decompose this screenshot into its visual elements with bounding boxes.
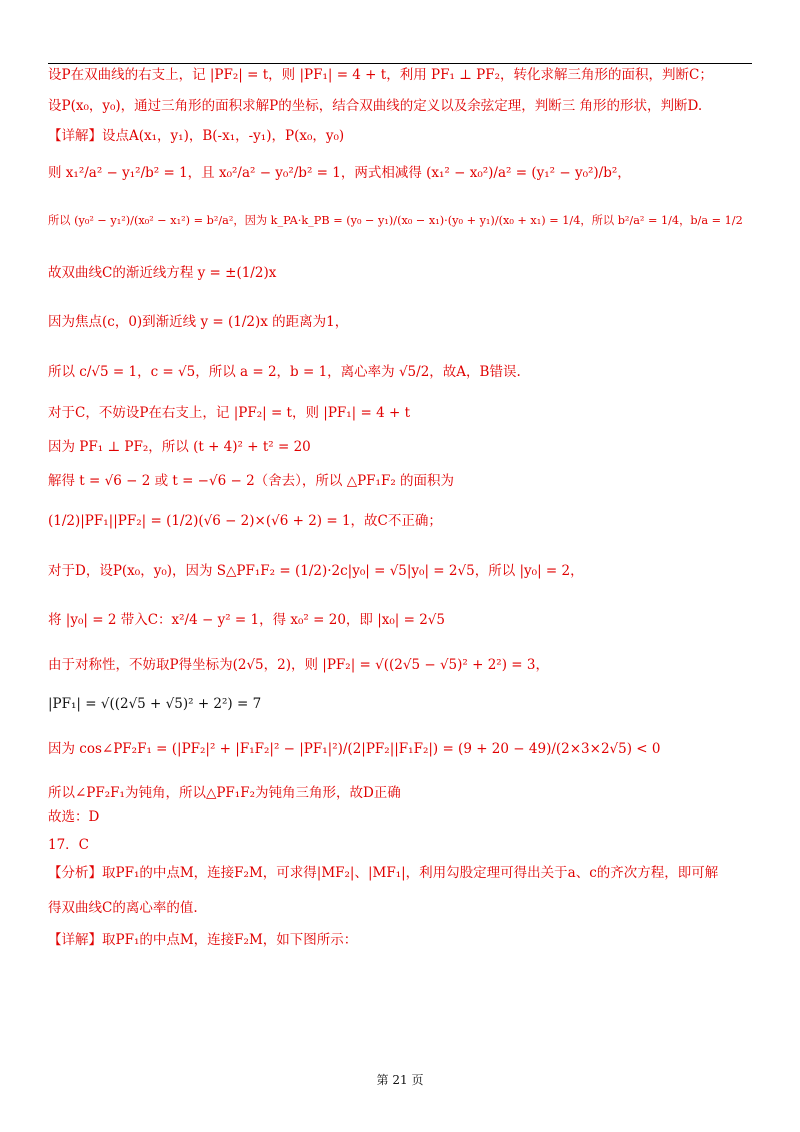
text-line: 故双曲线C的渐近线方程 y = ±(1/2)x xyxy=(48,265,277,281)
text-line: 因为 cos∠PF₂F₁ = (|PF₂|² + |F₁F₂|² − |PF₁|²)/(2|PF₂||F₁F₂|) = (9 + 20 − 49)/(2×3×2√5) < 0 xyxy=(48,741,661,757)
text-line: 对于C，不妨设P在右支上，记 |PF₂| = t，则 |PF₁| = 4 + t xyxy=(48,405,411,421)
text-line: |PF₁| = √((2√5 + √5)² + 2²) = 7 xyxy=(48,696,262,712)
text-line: 设P(x₀，y₀)，通过三角形的面积求解P的坐标，结合双曲线的定义以及余弦定理，判断三 角形的形状，判断D. xyxy=(48,98,703,114)
text-line: 所以 (y₀² − y₁²)/(x₀² − x₁²) = b²/a²，因为 k_PA·k_PB = (y₀ − y₁)/(x₀ − x₁)·(y₀ + y₁)/(x₀ + x₁) = 1/4，所以 b²/a² = 1/4，b/a = 1/2 xyxy=(48,214,743,227)
text-line: 因为焦点(c，0)到渐近线 y = (1/2)x 的距离为1， xyxy=(48,314,349,330)
text-line: 对于D，设P(x₀，y₀)，因为 S△PF₁F₂ = (1/2)·2c|y₀| = √5|y₀| = 2√5，所以 |y₀| = 2， xyxy=(48,563,584,579)
header-rule xyxy=(48,63,752,64)
text-line: 【详解】取PF₁的中点M，连接F₂M，如下图所示： xyxy=(48,932,358,948)
text-line: 由于对称性，不妨取P得坐标为(2√5，2)，则 |PF₂| = √((2√5 − √5)² + 2²) = 3， xyxy=(48,657,549,673)
text-line: 故选：D xyxy=(48,809,100,825)
text-line: 所以 c/√5 = 1，c = √5，所以 a = 2，b = 1，离心率为 √5/2，故A，B错误. xyxy=(48,364,521,380)
text-line: 所以∠PF₂F₁为钝角，所以△PF₁F₂为钝角三角形，故D正确 xyxy=(48,785,401,801)
text-line: 解得 t = √6 − 2 或 t = −√6 − 2（舍去），所以 △PF₁F₂ 的面积为 xyxy=(48,473,455,489)
text-line: 17．C xyxy=(48,837,90,853)
text-line: 得双曲线C的离心率的值. xyxy=(48,900,198,916)
text-line: (1/2)|PF₁||PF₂| = (1/2)(√6 − 2)×(√6 + 2) = 1，故C不正确； xyxy=(48,513,442,529)
text-line: 将 |y₀| = 2 带入C：x²/4 − y² = 1，得 x₀² = 20，即 |x₀| = 2√5 xyxy=(48,612,445,628)
text-line: 因为 PF₁ ⊥ PF₂，所以 (t + 4)² + t² = 20 xyxy=(48,439,311,455)
text-line: 【分析】取PF₁的中点M，连接F₂M，可求得|MF₂|、|MF₁|，利用勾股定理可得出关于a、c的齐次方程，即可解 xyxy=(48,865,719,881)
text-line: 则 x₁²/a² − y₁²/b² = 1，且 x₀²/a² − y₀²/b² = 1，两式相减得 (x₁² − x₀²)/a² = (y₁² − y₀²)/b²， xyxy=(48,165,631,181)
page-footer: 第 21 页 xyxy=(376,1073,424,1087)
text-line: 设P在双曲线的右支上，记 |PF₂| = t，则 |PF₁| = 4 + t，利用 PF₁ ⊥ PF₂，转化求解三角形的面积，判断C； xyxy=(48,67,713,83)
text-line: 【详解】设点A(x₁，y₁)，B(-x₁，-y₁)，P(x₀，y₀) xyxy=(48,128,345,144)
